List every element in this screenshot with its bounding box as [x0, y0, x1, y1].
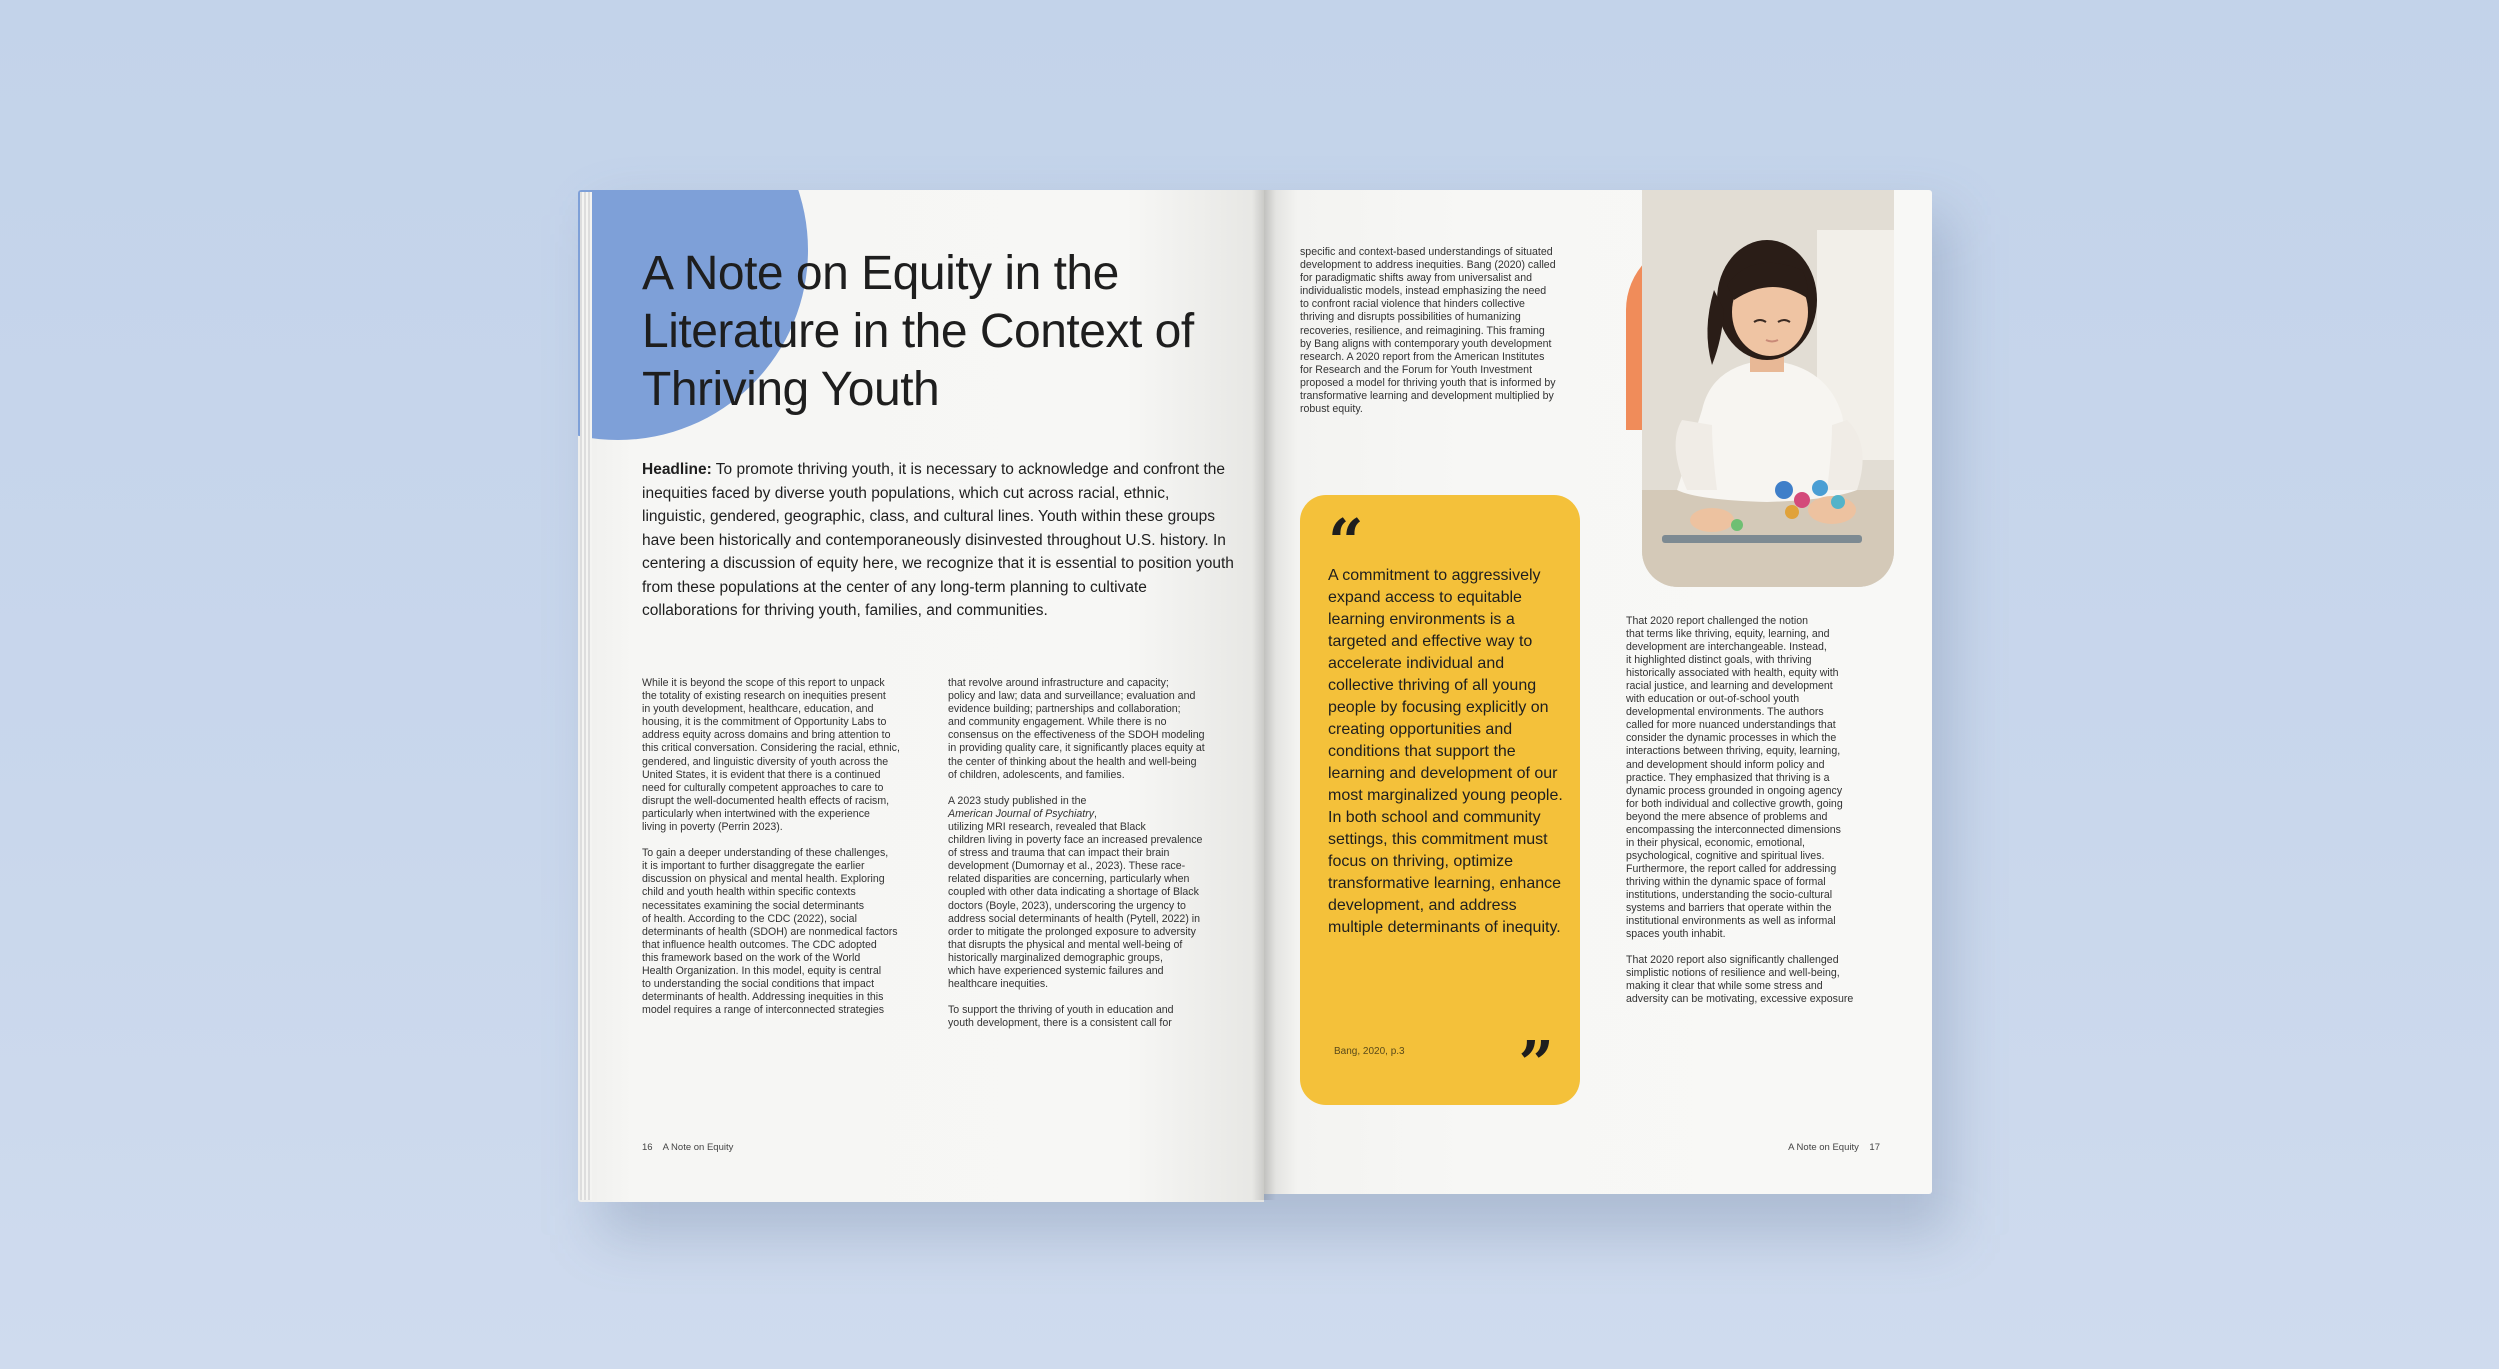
book-spine-gutter: [1252, 190, 1276, 1200]
child-photo: [1642, 190, 1894, 587]
body-column-2: [1626, 615, 1866, 1019]
girl-with-beads-image: [1642, 190, 1894, 587]
body-column-2: [948, 677, 1233, 1043]
headline-label: Headline:: [642, 461, 712, 478]
headline-paragraph: [642, 458, 1234, 623]
open-quote-icon: “: [1328, 505, 1364, 578]
body-column-1: [1300, 246, 1585, 429]
body-paragraph: To support the thriving of youth in education and youth development, there is a consistent call for: [948, 1004, 1174, 1030]
body-paragraph: A 2023 study published in the American Journal of Psychiatry, utilizing MRI research, revealed that Black children living in poverty face an increased prevalence of stress and trauma that can impact their brain development (Dumornay et al., 2023). These race- related disparities are concerning, particularly when coupled with other data indicating a shortage of Black doctors (Boyle, 2023), underscoring the urgency to address social determinants of health (Pytell, 2022) in order to mitigate the prolonged exposure to adversity that disrupts the physical and mental well-being of historically marginalized demographic groups, which have experienced systemic failures and healthcare inequities.: [948, 794, 1203, 991]
quote-citation: Bang, 2020, p.3: [1334, 1046, 1405, 1057]
pull-quote-text: A commitment to aggressively expand access to equitable learning environments is a targeted and effective way to accelerate individual and collective thriving of all young people by focusing explicitly on creating opportunities and conditions that support the learning and development of our most marginalized young people. In both school and community settings, this commitment must focus on thriving, optimize transformative learning, enhance development, and address multiple determinants of inequity.: [1328, 567, 1563, 936]
close-quote-icon: ”: [1518, 1027, 1554, 1100]
body-paragraph: That 2020 report challenged the notion that terms like thriving, equity, learning, and development are interchangeable. Instead, it highlighted distinct goals, with thriving historically associated with health, equity with racial justice, and learning and development with education or out-of-school youth developmental environments. The authors called for more nuanced understandings that consider the dynamic processes in which the interactions between thriving, equity, learning, and development should inform policy and practice. They emphasized that thriving is a dynamic process grounded in ongoing agency for both individual and collective growth, going beyond the mere absence of problems and encompassing the interconnected dimensions in their physical, economic, emotional, psychological, cognitive and spiritual lives. Furthermore, the report called for addressing thriving within the dynamic space of formal institutions, understanding the socio-cultural systems and barriers that operate within the institutional environments as well as informal spaces youth inhabit.: [1626, 615, 1843, 941]
journal-title: American Journal of Psychiatry: [948, 807, 1095, 820]
right-page: [1264, 190, 1932, 1194]
page-stack-edge: [580, 192, 592, 1200]
headline-text: To promote thriving youth, it is necessary to acknowledge and confront the inequities faced by diverse youth populations, which cut across racial, ethnic, linguistic, gendered, geographic, class, and cultural lines. Youth within these groups have been historically and contemporaneously disinvested throughout U.S. history. In centering a discussion of equity here, we recognize that it is essential to position youth from these populations at the center of any long-term planning to cultivate collaborations for thriving youth, families, and communities.: [642, 461, 1234, 619]
pull-quote-box: [1300, 495, 1580, 1105]
body-paragraph: While it is beyond the scope of this report to unpack the totality of existing research on inequities present in youth development, healthcare, education, and housing, it is the commitment of Opportunity Labs to address equity across domains and bring attention to this critical conversation. Considering the racial, ethnic, gendered, and linguistic diversity of youth across the United States, it is evident that there is a continued need for culturally competent approaches to care to disrupt the well-documented health effects of racism, particularly when intertwined with the experience living in poverty (Perrin 2023).: [642, 677, 900, 834]
body-column-1: [642, 677, 928, 1030]
page-number-right: A Note on Equity 17: [1788, 1142, 1880, 1153]
body-paragraph: specific and context-based understandings of situated development to address inequities. Bang (2020) called for paradigmatic shifts away from universalist and individualistic models, instead emphasizing the need to confront racial violence that hinders collective thriving and disrupts possibilities of humanizing recoveries, resilience, and reimagining. This framing by Bang aligns with contemporary youth development research. A 2020 report from the American Institutes for Research and the Forum for Youth Investment proposed a model for thriving youth that is informed by transformative learning and development multiplied by robust equity.: [1300, 246, 1556, 416]
photo-block: [1624, 190, 1914, 590]
body-paragraph: That 2020 report also significantly challenged simplistic notions of resilience and well-being, making it clear that while some stress and adversity can be motivating, excessive exposure: [1626, 954, 1854, 1006]
body-paragraph: that revolve around infrastructure and capacity; policy and law; data and surveillance; evaluation and evidence building; partnerships and collaboration; and community engagement. While there is no consensus on the effectiveness of the SDOH modeling in providing quality care, it significantly places equity at the center of thinking about the health and well-being of children, adolescents, and families.: [948, 677, 1205, 781]
left-page: [578, 190, 1264, 1202]
body-paragraph: To gain a deeper understanding of these challenges, it is important to further disaggregate the earlier discussion on physical and mental health. Exploring child and youth health within specific contexts necessitates examining the social determinants of health. According to the CDC (2022), social determinants of health (SDOH) are nonmedical factors that influence health outcomes. The CDC adopted this framework based on the work of the World Health Organization. In this model, equity is central to understanding the social conditions that impact determinants of health. Addressing inequities in this model requires a range of interconnected strategies: [642, 847, 898, 1017]
page-title: A Note on Equity in the Literature in the Context of Thriving Youth: [642, 247, 1194, 416]
page-number-left: 16 A Note on Equity: [642, 1142, 734, 1153]
